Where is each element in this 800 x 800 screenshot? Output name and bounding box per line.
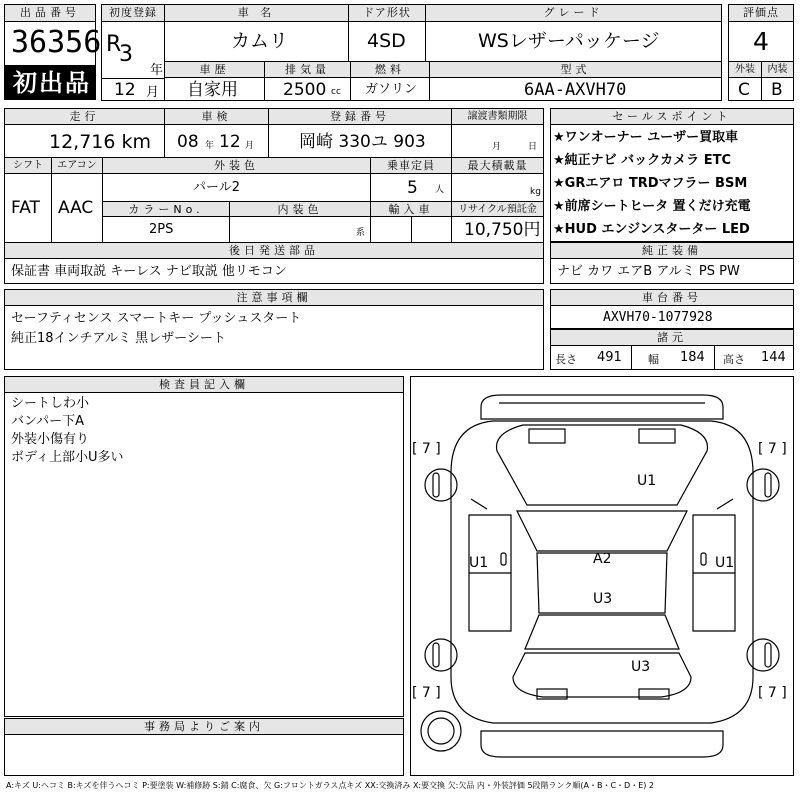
chassis-box	[550, 305, 794, 329]
inspector-line-2: バンパー下A	[11, 414, 84, 429]
inspection-box: 08 年 12 月	[164, 124, 269, 158]
exterior-color-box	[102, 173, 371, 202]
month: 12	[114, 80, 136, 100]
interior-color-box: 系	[229, 216, 371, 243]
transfer-deadline-box: 月 日	[451, 124, 544, 158]
aircon: AAC	[58, 198, 94, 218]
post-docs: 保証書 車両取説 キーレス ナビ取説 他リモコン	[11, 264, 287, 279]
sales-point-2: ★純正ナビ バックカメラ ETC	[553, 153, 731, 168]
exterior-label: 外装	[728, 61, 762, 78]
mileage: 12,716 km	[49, 131, 152, 153]
color-no: 2PS	[149, 222, 174, 237]
genuine-equip-label: 純正装備	[550, 242, 794, 259]
exterior-box	[728, 77, 762, 101]
exterior-color-label: 外装色	[102, 157, 371, 174]
mark-left-door: U1	[469, 555, 489, 571]
recycle-label: リサイクル預託金	[451, 201, 544, 217]
fuel-box	[350, 77, 430, 101]
max-load-label: 最大積載量	[451, 157, 544, 174]
height-box: 高さ 144	[714, 345, 794, 370]
displacement: 2500	[283, 80, 327, 100]
model: 6AA-AXVH70	[524, 80, 627, 100]
length-box: 長さ 491	[550, 345, 632, 370]
sales-points-label: セールスポイント	[550, 108, 794, 125]
door-type: 4SD	[367, 30, 406, 52]
mileage-label: 走行	[4, 108, 165, 125]
notes-line-2: 純正18インチアルミ 黒レザーシート	[11, 331, 226, 346]
specs-label: 諸元	[550, 329, 794, 346]
sales-point-5: ★HUD エンジンスターター LED	[553, 222, 750, 237]
exterior-color: パール2	[193, 180, 241, 195]
transfer-deadline-label: 譲渡書類期限	[451, 108, 544, 125]
mark-trunk: U3	[631, 659, 651, 675]
capacity-label: 乗車定員	[370, 157, 452, 174]
score-box	[728, 21, 794, 62]
chassis-number: AXVH70-1077928	[603, 310, 713, 325]
car-outline-diagram	[411, 377, 793, 775]
genuine-equip: ナビ カワ エアB アルミ PS PW	[557, 264, 740, 279]
month-unit: 月	[146, 85, 160, 100]
shift-box	[4, 173, 52, 243]
interior-box	[761, 77, 794, 101]
displacement-unit: cc	[331, 87, 341, 97]
registration-box	[268, 124, 452, 158]
office-box	[4, 734, 404, 776]
tire-rear-right: [ 7 ]	[758, 685, 787, 701]
exterior-grade: C	[738, 80, 750, 100]
fuel: ガソリン	[365, 82, 418, 97]
chassis-label: 車台番号	[550, 289, 794, 306]
notes-label: 注意事項欄	[4, 289, 544, 306]
inspector-line-3: 外装小傷有り	[11, 432, 90, 447]
interior-grade: B	[771, 80, 783, 100]
first-listing-badge: 初出品	[4, 66, 96, 100]
mark-roof-front: A2	[593, 551, 612, 567]
capacity-box: 5 人	[370, 173, 452, 202]
post-docs-box	[4, 258, 544, 284]
damage-diagram	[410, 376, 794, 776]
inspector-box	[4, 392, 404, 717]
mark-right-door: U1	[715, 555, 735, 571]
shift-label: シフト	[4, 157, 52, 174]
aircon-label: エアコン	[51, 157, 103, 174]
inspector-line-4: ボディ上部小U多い	[11, 450, 124, 465]
tire-front-left: [ 7 ]	[412, 441, 441, 457]
genuine-equip-box	[550, 258, 794, 284]
recycle-box	[451, 216, 544, 243]
inspector-line-1: シートしわ小	[11, 396, 90, 411]
max-load-box: kg	[451, 173, 544, 202]
inspection-year: 08	[177, 132, 199, 152]
registration-number: 岡崎 330ユ 903	[299, 132, 426, 152]
grade: WSレザーパッケージ	[478, 30, 660, 52]
model-box	[429, 77, 722, 101]
displacement-label: 排気量	[264, 61, 351, 78]
history-box	[164, 77, 265, 101]
legend: A:キズ U:ヘコミ B:キズを伴うヘコミ P:要塗装 W:補修跡 S:錆 C:腐食、欠 G:フロントガラス点キズ XX:交換済み X:要交換 欠:欠品 内・外装評価 5段階ランク順(A・B・C・D・E) 2	[6, 781, 655, 790]
door-type-box	[348, 21, 426, 62]
tire-rear-left: [ 7 ]	[412, 685, 441, 701]
door-type-label: ドア形状	[348, 4, 426, 22]
import-box-1	[370, 216, 412, 243]
interior-color-label: 内装色	[229, 201, 371, 217]
width: 184	[680, 350, 705, 365]
interior-label: 内装	[761, 61, 794, 78]
car-name-label: 車 名	[164, 4, 349, 22]
model-label: 型式	[429, 61, 722, 78]
inspector-label: 検査員記入欄	[4, 376, 404, 393]
import-box-2	[411, 216, 452, 243]
notes-box	[4, 305, 544, 370]
length: 491	[597, 350, 622, 365]
grade-box	[425, 21, 722, 62]
capacity: 5	[407, 178, 418, 198]
sales-point-3: ★GRエアロ TRDマフラー BSM	[553, 176, 748, 191]
tire-front-right: [ 7 ]	[758, 441, 787, 457]
score-label: 評価点	[728, 4, 794, 22]
lot-number: 36356	[11, 25, 102, 60]
sales-point-1: ★ワンオーナー ユーザー買取車	[553, 130, 739, 145]
fuel-label: 燃料	[350, 61, 430, 78]
first-reg-label: 初度登録	[101, 4, 165, 22]
era: R	[106, 32, 122, 57]
post-docs-label: 後日発送部品	[4, 242, 544, 259]
color-no-label: カラーNo.	[102, 201, 230, 217]
car-name: カムリ	[231, 30, 289, 52]
inspection-month: 12	[219, 132, 241, 152]
first-reg-box	[101, 21, 165, 101]
office-label: 事務局よりご案内	[4, 718, 404, 735]
aircon-box	[51, 173, 103, 243]
height: 144	[761, 350, 786, 365]
grade-label: グレード	[425, 4, 722, 22]
displacement-box	[264, 77, 351, 101]
recycle-fee: 10,750円	[464, 220, 541, 240]
mileage-box	[4, 124, 165, 158]
year-unit: 年	[150, 63, 164, 78]
lot-number-box	[4, 21, 102, 66]
mark-hood: U1	[637, 473, 657, 489]
sales-points-box	[550, 124, 794, 242]
score: 4	[753, 27, 769, 56]
width-box: 幅 184	[631, 345, 715, 370]
notes-line-1: セーフティセンス スマートキー プッシュスタート	[11, 311, 302, 326]
lot-number-label: 出品番号	[4, 4, 96, 22]
shift: FAT	[11, 198, 40, 218]
color-no-box	[102, 216, 230, 243]
car-name-box	[164, 21, 349, 62]
year: 3	[119, 42, 133, 67]
history-label: 車歴	[164, 61, 265, 78]
inspection-label: 車検	[164, 108, 269, 125]
import-label: 輸入車	[370, 201, 452, 217]
registration-label: 登録番号	[268, 108, 452, 125]
sales-point-4: ★前席シートヒータ 置くだけ充電	[553, 199, 751, 214]
history: 自家用	[187, 80, 238, 100]
mark-roof-rear: U3	[593, 591, 613, 607]
